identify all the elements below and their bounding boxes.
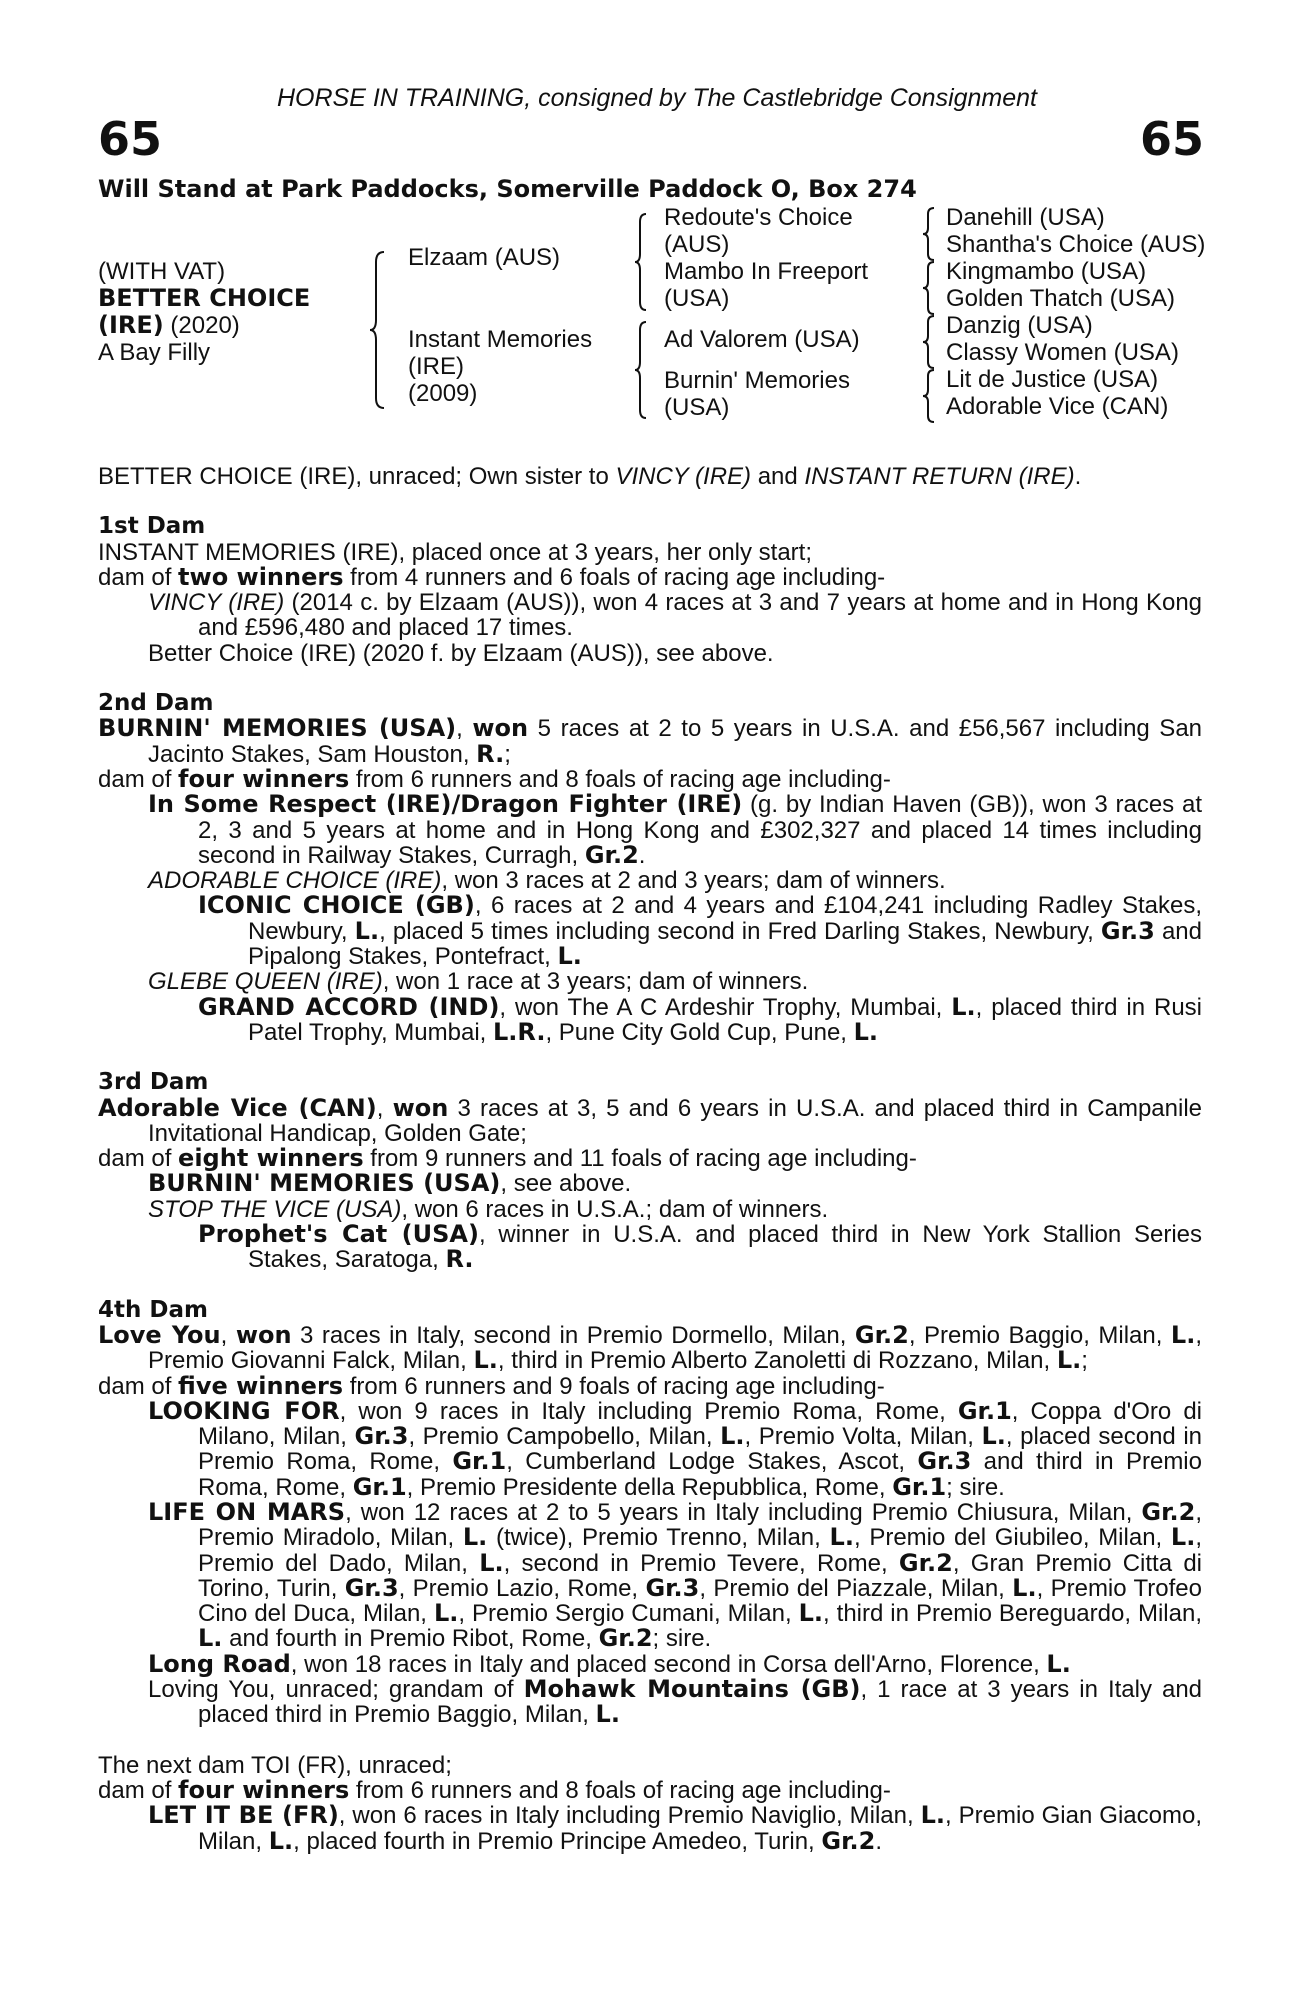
offspring-iconic-choice: ICONIC CHOICE (GB), 6 races at 2 and 4 years and £104,241 including Radley Stakes, Newbury, L., placed 5 times including second in Fred Darling Stakes, Newbury, Gr.3 and Pipalong Stakes, Pontefract, L. [198,891,1202,971]
offspring-loving-you: Loving You, unraced; grandam of Mohawk Mountains (GB), 1 race at 3 years in Italy and placed third in Premio Baggio, Milan, L. [148,1675,1203,1729]
main-brace [368,250,388,410]
offspring-prophets-cat: Prophet's Cat (USA), winner in U.S.A. and placed third in New York Stallion Series Stakes, Saratoga, R. [198,1220,1202,1274]
first-dam-produce: dam of two winners from 4 runners and 6 foals of racing age including- [98,562,886,591]
horse-name: BETTER CHOICE [98,284,311,312]
first-dam-heading: 1st Dam [98,513,206,540]
sires-dam [664,258,868,312]
sires-sire-name: Redoute's Choice [664,204,853,231]
offspring-in-some-respect: In Some Respect (IRE)/Dragon Fighter (IRE) (g. by Indian Haven (GB)), won 3 races at 2, 3 and 5 years at home and in Hong Kong and £302,327 and placed 14 times including second in Railway Stakes, Curragh, Gr.2. [148,790,1203,869]
second-dam-produce: dam of four winners from 6 runners and 8 foals of racing age including- [98,764,891,793]
offspring-better-choice: Better Choice (IRE) (2020 f. by Elzaam (AUS)), see above. [148,639,774,667]
g-brace-4 [922,368,938,424]
sire-brace [634,212,650,312]
ancestor-8: Adorable Vice (CAN) [946,393,1169,420]
intro-line: BETTER CHOICE (IRE), unraced; Own sister to VINCY (IRE) and INSTANT RETURN (IRE). [98,463,1082,490]
sires-dam-country: (USA) [664,285,730,312]
horse-country: (IRE) [98,311,164,339]
lot-number-left: 65 [98,112,163,166]
sires-sire-country: (AUS) [664,231,730,258]
offspring-glebe-queen: GLEBE QUEEN (IRE), won 1 race at 3 years; dam of winners. [148,968,809,996]
dam-block [408,326,592,407]
ancestor-4: Golden Thatch (USA) [946,285,1175,312]
horse-year: (2020) [163,312,240,339]
g-brace-3 [922,314,938,370]
offspring-stop-the-vice: STOP THE VICE (USA), won 6 races in U.S.A.; dam of winners. [148,1195,829,1223]
consignment-line: HORSE IN TRAINING, consigned by The Castlebridge Consignment [276,84,1038,112]
offspring-life-on-mars: LIFE ON MARS, won 12 races at 2 to 5 years in Italy including Premio Chiusura, Milan, Gr.2, Premio Miradolo, Milan, L. (twice), Premio Trenno, Milan, L., Premio del Giubileo, Milan, L., Premio del Dado, Milan, L., second in Premio Tevere, Rome, Gr.2, Gran Premio Citta di Torino, Turin, Gr.3, Premio Lazio, Rome, Gr.3, Premio del Piazzale, Milan, L., Premio Trofeo Cino del Duca, Milan, L., Premio Sergio Cumani, Milan, L., third in Premio Bereguardo, Milan, L. and fourth in Premio Ribot, Rome, Gr.2; sire. [148,1497,1202,1653]
sires-sire [664,204,853,258]
second-dam-line: BURNIN' MEMORIES (USA), won 5 races at 2 to 5 years in U.S.A. and £56,567 including San Jacinto Stakes, Sam Houston, R.; [98,714,1203,768]
second-dam-heading: 2nd Dam [98,690,214,717]
first-dam-line: INSTANT MEMORIES (IRE), placed once at 3 years, her only start; [98,538,813,566]
fourth-dam-heading: 4th Dam [98,1296,208,1323]
vat-note: (WITH VAT) [98,258,226,285]
third-dam-produce: dam of eight winners from 9 runners and 11 foals of racing age including- [98,1144,917,1173]
dam-name: Instant Memories [408,326,593,353]
offspring-vincy: VINCY (IRE) (2014 c. by Elzaam (AUS)), won 4 races at 3 and 7 years at home and in Hong Kong and £596,480 and placed 17 times. [148,589,1203,642]
dams-dam [664,367,850,421]
next-dam-line: The next dam TOI (FR), unraced; [98,1751,452,1779]
dams-sire: Ad Valorem (USA) [664,326,860,353]
sires-dam-name: Mambo In Freeport [664,258,869,285]
grandparents-column [946,204,1205,420]
dam-brace [634,320,650,420]
fourth-dam-line: Love You, won 3 races in Italy, second in Premio Dormello, Milan, Gr.2, Premio Baggio, Milan, L., Premio Giovanni Falck, Milan, L., third in Premio Alberto Zanoletti di Rozzano, Milan, L.; [98,1320,1203,1375]
offspring-let-it-be: LET IT BE (FR), won 6 races in Italy including Premio Naviglio, Milan, L., Premio Gian Giacomo, Milan, L., placed fourth in Premio Principe Amedeo, Turin, Gr.2. [148,1801,1202,1855]
offspring-looking-for: LOOKING FOR, won 9 races in Italy including Premio Roma, Rome, Gr.1, Coppa d'Oro di Milano, Milan, Gr.3, Premio Campobello, Milan, L., Premio Volta, Milan, L., placed second in Premio Roma, Rome, Gr.1, Cumberland Lodge Stakes, Ascot, Gr.3 and third in Premio Roma, Rome, Gr.1, Premio Presidente della Repubblica, Rome, Gr.1; sire. [148,1396,1203,1501]
third-dam-heading: 3rd Dam [98,1069,209,1096]
offspring-adorable-choice: ADORABLE CHOICE (IRE), won 3 races at 2 and 3 years; dam of winners. [148,867,946,895]
ancestor-1: Danehill (USA) [946,204,1105,231]
dam-country: (IRE) [408,353,464,380]
ancestor-6: Classy Women (USA) [946,339,1179,366]
ancestor-3: Kingmambo (USA) [946,258,1147,285]
dams-dam-name: Burnin' Memories [664,367,850,394]
fourth-dam-produce: dam of five winners from 6 runners and 9 foals of racing age including- [98,1371,885,1400]
ancestor-7: Lit de Justice (USA) [946,366,1159,393]
lot-number-right: 65 [1139,112,1204,166]
offspring-long-road: Long Road, won 18 races in Italy and placed second in Corsa dell'Arno, Florence, L. [148,1649,1071,1678]
horse-sex: A Bay Filly [98,339,211,366]
offspring-burnin-memories: BURNIN' MEMORIES (USA), see above. [148,1169,632,1198]
sire: Elzaam (AUS) [408,244,561,271]
next-dam-produce: dam of four winners from 6 runners and 8 foals of racing age including- [98,1775,891,1804]
ancestor-5: Danzig (USA) [946,312,1093,339]
g-brace-1 [922,206,938,262]
dam-year: (2009) [408,380,478,407]
ancestor-2: Shantha's Choice (AUS) [946,231,1206,258]
catalogue-text [98,464,1202,1854]
dams-dam-country: (USA) [664,394,730,421]
third-dam-line: Adorable Vice (CAN), won 3 races at 3, 5 and 6 years in U.S.A. and placed third in Campanile Invitational Handicap, Golden Gate; [98,1093,1202,1147]
offspring-grand-accord: GRAND ACCORD (IND), won The A C Ardeshir Trophy, Mumbai, L., placed third in Rusi Patel Trophy, Mumbai, L.R., Pune City Gold Cup, Pune, L. [198,992,1203,1046]
stand-location: Will Stand at Park Paddocks, Somerville Paddock O, Box 274 [98,175,917,203]
horse-block [98,258,310,366]
g-brace-2 [922,260,938,316]
